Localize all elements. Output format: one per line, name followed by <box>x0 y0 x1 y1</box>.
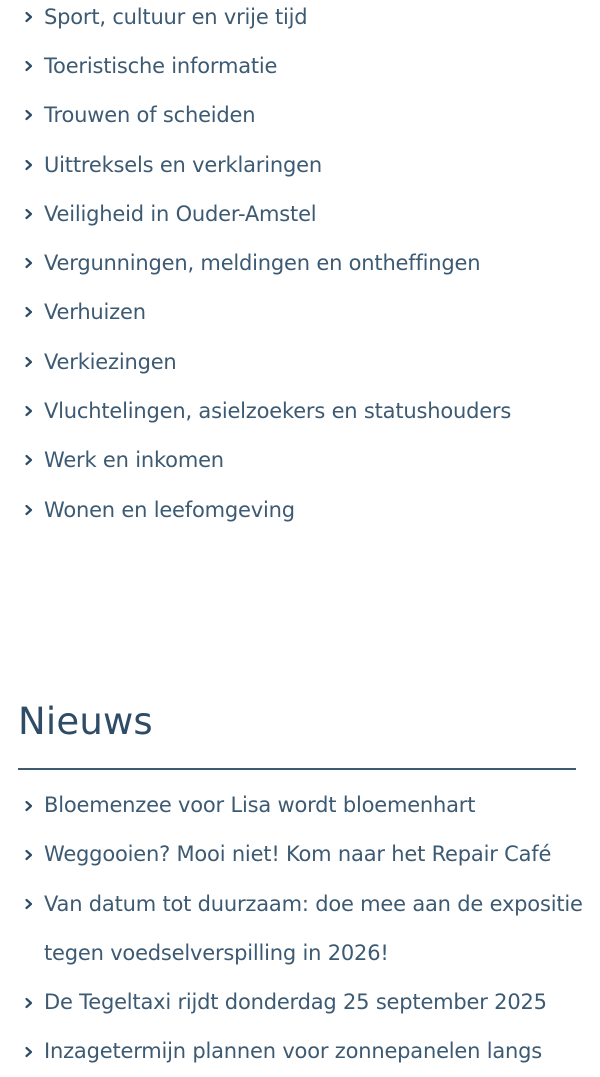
chevron-right-icon <box>22 453 36 467</box>
chevron-right-icon <box>22 158 36 172</box>
news-item[interactable] <box>0 880 600 979</box>
chevron-right-icon <box>22 59 36 73</box>
chevron-right-icon <box>22 305 36 319</box>
topic-item-toerisme[interactable] <box>0 41 600 90</box>
news-item[interactable] <box>0 1027 600 1076</box>
news-heading: Nieuws <box>18 700 153 743</box>
chevron-right-icon <box>22 799 36 813</box>
topic-link[interactable]: Werk en inkomen <box>44 448 224 473</box>
topic-link[interactable]: Uittreksels en verklaringen <box>44 152 322 177</box>
chevron-right-icon <box>22 1045 36 1059</box>
news-item[interactable] <box>0 781 600 830</box>
topic-item-wonen[interactable] <box>0 485 600 534</box>
chevron-right-icon <box>22 256 36 270</box>
news-list <box>0 781 600 1077</box>
topic-item-veiligheid[interactable] <box>0 189 600 238</box>
news-link[interactable]: Van datum tot duurzaam: doe mee aan de expositie tegen voedselverspilling in 2026! <box>44 891 583 965</box>
topic-item-verkiezingen[interactable] <box>0 337 600 386</box>
chevron-right-icon <box>22 404 36 418</box>
chevron-right-icon <box>22 996 36 1010</box>
topic-item-vluchtelingen[interactable] <box>0 386 600 435</box>
chevron-right-icon <box>22 848 36 862</box>
topic-item-vergunningen[interactable] <box>0 238 600 287</box>
topic-item-werk[interactable] <box>0 436 600 485</box>
news-item[interactable] <box>0 978 600 1027</box>
chevron-right-icon <box>22 355 36 369</box>
chevron-right-icon <box>22 108 36 122</box>
topic-list <box>0 0 600 534</box>
topic-link[interactable]: Veiligheid in Ouder-Amstel <box>44 201 317 226</box>
news-link[interactable]: De Tegeltaxi rijdt donderdag 25 september 2025 <box>44 990 547 1015</box>
topic-link[interactable]: Vluchtelingen, asielzoekers en statushouders <box>44 399 512 424</box>
chevron-right-icon <box>22 10 36 24</box>
topic-item-trouwen[interactable] <box>0 91 600 140</box>
news-link[interactable]: Weggooien? Mooi niet! Kom naar het Repair Café <box>44 842 552 867</box>
topic-link[interactable]: Verkiezingen <box>44 349 177 374</box>
chevron-right-icon <box>22 897 36 911</box>
topic-link[interactable]: Wonen en leefomgeving <box>44 497 295 522</box>
news-link[interactable]: Bloemenzee voor Lisa wordt bloemenhart <box>44 793 476 817</box>
topic-link[interactable]: Vergunningen, meldingen en ontheffingen <box>44 251 481 276</box>
topic-link[interactable]: Toeristische informatie <box>44 53 278 78</box>
topic-item-uittreksels[interactable] <box>0 140 600 189</box>
topic-link[interactable]: Verhuizen <box>44 300 146 325</box>
news-divider <box>18 768 576 770</box>
topic-item-verhuizen[interactable] <box>0 288 600 337</box>
news-item[interactable] <box>0 830 600 879</box>
topic-link[interactable]: Trouwen of scheiden <box>44 103 256 128</box>
news-link[interactable]: Inzagetermijn plannen voor zonnepanelen langs <box>44 1039 543 1064</box>
chevron-right-icon <box>22 207 36 221</box>
topic-link[interactable]: Sport, cultuur en vrije tijd <box>44 4 308 29</box>
chevron-right-icon <box>22 503 36 517</box>
topic-item-sport[interactable] <box>0 0 600 41</box>
